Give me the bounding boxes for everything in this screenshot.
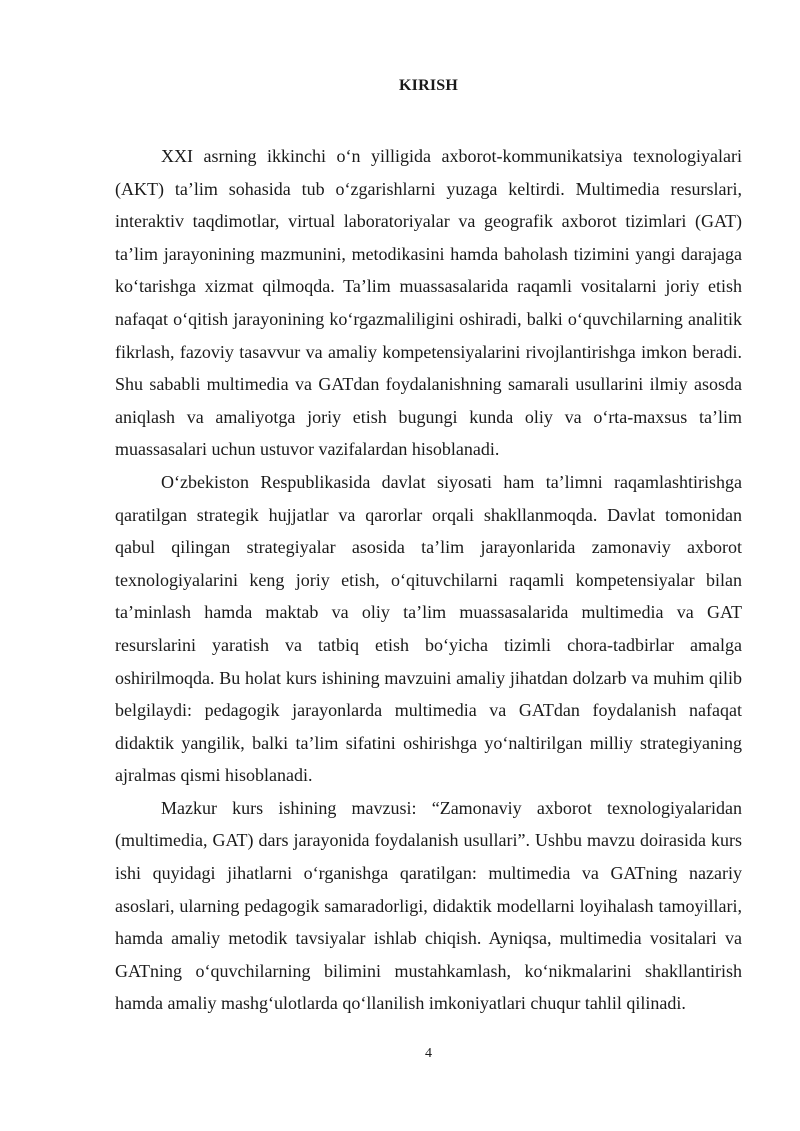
body-text bbox=[115, 140, 742, 1020]
paragraph-1: XXI asrning ikkinchi o‘n yilligida axborot-kommunikatsiya texnologiyalari (AKT) ta’lim sohasida tub o‘zgarishlarni yuzaga keltirdi. Multimedia resurslari, interaktiv taqdimotlar, virtual laboratoriyalar va geografik axborot tizimlari (GAT) ta’lim jarayonining mazmunini, metodikasini hamda baholash tizimini yangi darajaga ko‘tarishga xizmat qilmoqda. Ta’lim muassasalarida raqamli vositalarni joriy etish nafaqat o‘qitish jarayonining ko‘rgazmaliligini oshiradi, balki o‘quvchilarning analitik fikrlash, fazoviy tasavvur va amaliy kompetensiyalarini rivojlantirishga imkon beradi. Shu sababli multimedia va GATdan foydalanishning samarali usullarini ilmiy asosda aniqlash va amaliyotga joriy etish bugungi kunda oliy va o‘rta-maxsus ta’lim muassasalari uchun ustuvor vazifalardan hisoblanadi. bbox=[115, 146, 742, 460]
paragraph-3: Mazkur kurs ishining mavzusi: “Zamonaviy axborot texnologiyalaridan (multimedia, GAT) dars jarayonida foydalanish usullari”. Ushbu mavzu doirasida kurs ishi quyidagi jihatlarni o‘rganishga qaratilgan: multimedia va GATning nazariy asoslari, ularning pedagogik samaradorligi, didaktik modellarni loyihalash tamoyillari, hamda amaliy metodik tavsiyalar ishlab chiqish. Ayniqsa, multimedia vositalari va GATning o‘quvchilarning bilimini mustahkamlash, ko‘nikmalarini shakllantirish hamda amaliy mashg‘ulotlarda qo‘llanilish imkoniyatlari chuqur tahlil qilinadi. bbox=[115, 797, 742, 1014]
paragraph-2: O‘zbekiston Respublikasida davlat siyosati ham ta’limni raqamlashtirishga qaratilgan strategik hujjatlar va qarorlar orqali shakllanmoqda. Davlat tomonidan qabul qilingan strategiyalar asosida ta’lim jarayonlarida zamonaviy axborot texnologiyalarini keng joriy etish, o‘qituvchilarni raqamli kompetensiyalar bilan ta’minlash hamda maktab va oliy ta’lim muassasalarida multimedia va GAT resurslarini yaratish va tatbiq etish bo‘yicha tizimli chora-tadbirlar amalga oshirilmoqda. Bu holat kurs ishining mavzuini amaliy jihatdan dolzarb va muhim qilib belgilaydi: pedagogik jarayonlarda multimedia va GATdan foydalanish nafaqat didaktik yangilik, balki ta’lim sifatini oshirishga yo‘naltirilgan milliy strategiyaning ajralmas qismi hisoblanadi. bbox=[115, 471, 742, 786]
section-heading: KIRISH bbox=[399, 77, 458, 94]
page-number: 4 bbox=[425, 1046, 432, 1061]
document-page bbox=[115, 0, 742, 1131]
